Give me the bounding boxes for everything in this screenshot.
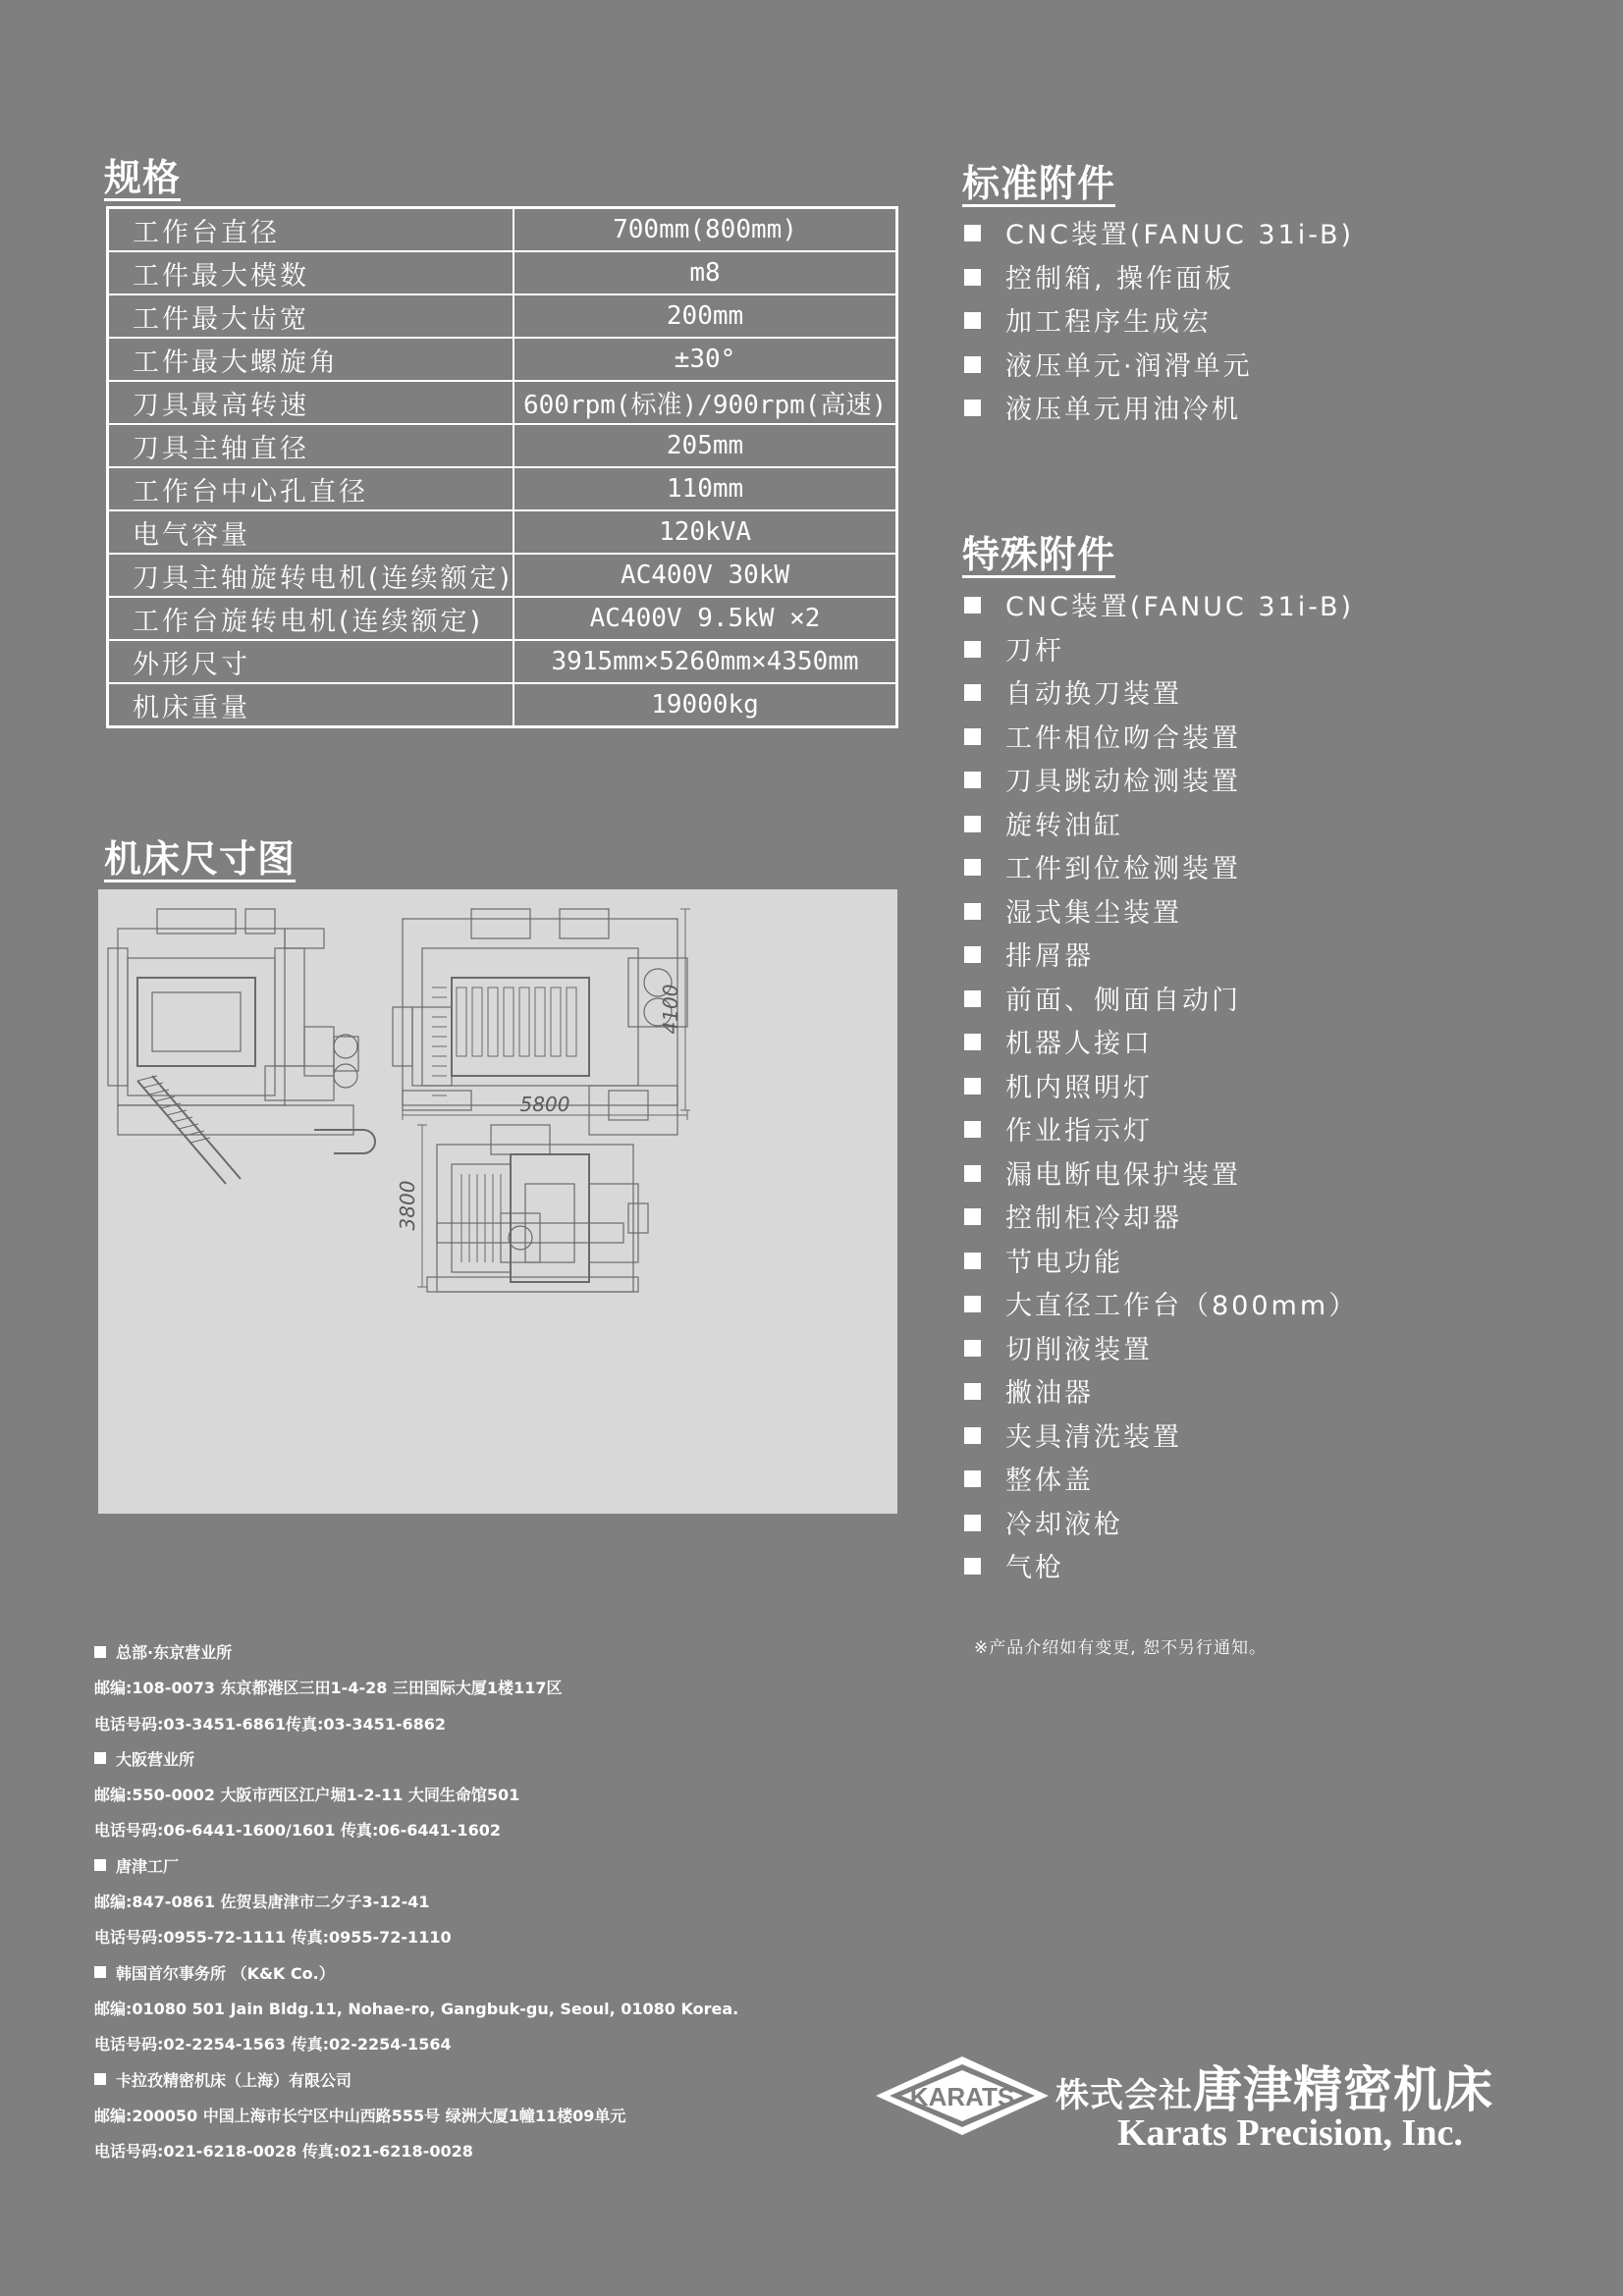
special-accessory-item <box>964 1198 1358 1242</box>
bullet-square-icon <box>964 225 981 241</box>
bullet-square-icon <box>964 356 981 373</box>
special-accessory-label: 大直径工作台（800mm） <box>1005 1291 1359 1321</box>
office-detail-line: 邮编:108-0073 东京都港区三田1-4-28 三田国际大厦1楼117区 <box>94 1679 563 1698</box>
bullet-square-icon <box>964 1296 981 1312</box>
special-accessories-list <box>964 586 1358 1591</box>
contact-info <box>94 1635 899 2169</box>
spec-row <box>108 208 897 252</box>
special-accessory-label: 切削液装置 <box>1005 1334 1153 1365</box>
spec-value: AC400V 30kW <box>514 554 896 597</box>
standard-accessory-item <box>964 301 1354 346</box>
bullet-square-icon <box>964 1383 981 1400</box>
special-accessory-item <box>964 673 1358 718</box>
drawing-svg <box>98 889 897 1514</box>
bullet-square-icon <box>964 1340 981 1357</box>
special-accessory-label: 工件相位吻合装置 <box>1005 722 1241 754</box>
spec-row <box>108 554 897 597</box>
special-accessory-item <box>964 761 1358 805</box>
spec-row <box>108 597 897 640</box>
spec-label: 工件最大模数 <box>108 251 514 294</box>
special-accessory-label: 整体盖 <box>1005 1466 1094 1496</box>
dimension-height-label: 3800 <box>396 1180 419 1231</box>
office-detail-line: 邮编:847-0861 佐贺县唐津市二夕子3-12-41 <box>94 1893 430 1912</box>
bullet-square-icon <box>964 772 981 788</box>
spec-label: 刀具主轴旋转电机(连续额定) <box>108 554 514 597</box>
standard-accessory-item <box>964 214 1354 258</box>
spec-value: 205mm <box>514 424 896 467</box>
standard-accessory-label: 加工程序生成宏 <box>1005 307 1212 338</box>
machine-dimension-drawing <box>98 889 897 1514</box>
special-accessory-label: 控制柜冷却器 <box>1005 1203 1182 1234</box>
special-accessory-item <box>964 1154 1358 1199</box>
standard-accessories-list <box>964 214 1354 433</box>
special-accessory-label: 排屑器 <box>1005 941 1094 972</box>
office-name: 大阪营业所 <box>116 1749 195 1769</box>
special-accessory-item <box>964 1504 1358 1548</box>
bullet-square-icon <box>964 1121 981 1138</box>
special-accessory-item <box>964 892 1358 936</box>
special-accessory-label: 机内照明灯 <box>1005 1072 1153 1103</box>
office-detail-line: 电话号码:06-6441-1600/1601 传真:06-6441-1602 <box>94 1821 501 1841</box>
spec-row <box>108 381 897 424</box>
dimension-depth-label: 4100 <box>659 984 682 1035</box>
special-accessory-item <box>964 980 1358 1024</box>
bullet-square-icon <box>94 2073 106 2085</box>
spec-value: 110mm <box>514 467 896 510</box>
office-detail-line: 电话号码:0955-72-1111 传真:0955-72-1110 <box>94 1928 452 1948</box>
spec-label: 工作台中心孔直径 <box>108 467 514 510</box>
bullet-square-icon <box>964 1427 981 1444</box>
spec-row <box>108 251 897 294</box>
office-detail-line: 邮编:550-0002 大阪市西区江户堀1-2-11 大同生命馆501 <box>94 1786 520 1805</box>
company-prefix: 株式会社 <box>1055 2076 1193 2115</box>
dimension-width-label: 5800 <box>519 1093 570 1116</box>
special-accessory-item <box>964 805 1358 849</box>
office-detail-line: 电话号码:02-2254-1563 传真:02-2254-1564 <box>94 2035 452 2055</box>
spec-value: 120kVA <box>514 510 896 554</box>
spec-row <box>108 510 897 554</box>
spec-row <box>108 424 897 467</box>
bullet-square-icon <box>964 400 981 416</box>
spec-table <box>106 206 898 728</box>
bullet-square-icon <box>964 1515 981 1531</box>
special-accessory-item <box>964 586 1358 630</box>
office-detail-line: 电话号码:021-6218-0028 传真:021-6218-0028 <box>94 2142 473 2162</box>
office-name: 卡拉孜精密机床（上海）有限公司 <box>116 2070 352 2090</box>
office-heading <box>94 1956 899 1992</box>
spec-label: 工件最大齿宽 <box>108 294 514 338</box>
spec-value: AC400V 9.5kW ×2 <box>514 597 896 640</box>
special-accessory-label: 自动换刀装置 <box>1005 679 1182 710</box>
special-accessory-item <box>964 718 1358 762</box>
bullet-square-icon <box>94 1859 106 1871</box>
bullet-square-icon <box>964 1253 981 1269</box>
special-accessory-label: CNC装置(FANUC 31i-B) <box>1005 592 1355 622</box>
standard-accessory-item <box>964 389 1354 433</box>
spec-value: 600rpm(标准)/900rpm(高速) <box>514 381 896 424</box>
karats-badge-logo <box>874 2055 1051 2137</box>
bullet-square-icon <box>964 990 981 1007</box>
spec-label: 工件最大螺旋角 <box>108 338 514 381</box>
bullet-square-icon <box>964 1558 981 1575</box>
bullet-square-icon <box>964 859 981 876</box>
spec-row <box>108 467 897 510</box>
company-name: 唐津精密机床 <box>1193 2061 1493 2118</box>
spec-label: 电气容量 <box>108 510 514 554</box>
standard-accessory-label: CNC装置(FANUC 31i-B) <box>1005 220 1355 250</box>
spec-label: 工作台直径 <box>108 208 514 252</box>
special-accessory-label: 夹具清洗装置 <box>1005 1421 1182 1453</box>
spec-title: 规格 <box>104 156 182 199</box>
special-accessory-item <box>964 630 1358 674</box>
special-accessory-item <box>964 1242 1358 1286</box>
bullet-square-icon <box>964 1165 981 1182</box>
spec-value: m8 <box>514 251 896 294</box>
spec-label: 工作台旋转电机(连续额定) <box>108 597 514 640</box>
badge-text: KARATS <box>909 2082 1015 2111</box>
special-accessory-item <box>964 848 1358 892</box>
office-heading <box>94 1742 899 1778</box>
bullet-square-icon <box>94 1966 106 1978</box>
bullet-square-icon <box>964 312 981 329</box>
special-accessory-label: 气枪 <box>1005 1553 1064 1583</box>
spec-row <box>108 294 897 338</box>
office-detail-line: 邮编:01080 501 Jain Bldg.11, Nohae-ro, Gangbuk-gu, Seoul, 01080 Korea. <box>94 1999 739 2018</box>
standard-accessory-item <box>964 346 1354 390</box>
special-accessories-title: 特殊附件 <box>962 533 1116 576</box>
office-name: 总部·东京营业所 <box>116 1643 233 1662</box>
spec-value: 700mm(800mm) <box>514 208 896 252</box>
standard-accessory-label: 液压单元用油冷机 <box>1005 395 1241 425</box>
office-detail-line: 电话号码:03-3451-6861传真:03-3451-6862 <box>94 1714 447 1734</box>
special-accessory-item <box>964 1416 1358 1461</box>
spec-value: 200mm <box>514 294 896 338</box>
special-accessory-item <box>964 1023 1358 1067</box>
bullet-square-icon <box>964 903 981 920</box>
standard-accessory-item <box>964 258 1354 302</box>
bullet-square-icon <box>964 728 981 745</box>
spec-label: 刀具最高转速 <box>108 381 514 424</box>
special-accessory-item <box>964 1372 1358 1416</box>
special-accessory-label: 刀具跳动检测装置 <box>1005 767 1241 797</box>
special-accessory-label: 工件到位检测装置 <box>1005 854 1241 884</box>
company-name-en: Karats Precision, Inc. <box>1117 2112 1463 2154</box>
spec-row <box>108 640 897 683</box>
special-accessory-label: 刀杆 <box>1005 635 1064 667</box>
change-notice: ※产品介绍如有变更, 恕不另行通知。 <box>974 1638 1268 1658</box>
office-detail-line: 邮编:200050 中国上海市长宁区中山西路555号 绿洲大厦1幢11楼09单元 <box>94 2106 626 2125</box>
spec-label: 外形尺寸 <box>108 640 514 683</box>
drawing-title: 机床尺寸图 <box>104 837 297 881</box>
bullet-square-icon <box>94 1752 106 1764</box>
office-name: 唐津工厂 <box>116 1856 180 1876</box>
special-accessory-label: 机器人接口 <box>1005 1029 1153 1059</box>
standard-accessory-label: 控制箱, 操作面板 <box>1005 263 1235 294</box>
bullet-square-icon <box>964 1034 981 1050</box>
spec-value: ±30° <box>514 338 896 381</box>
spec-row <box>108 338 897 381</box>
special-accessory-label: 作业指示灯 <box>1005 1116 1153 1147</box>
spec-label: 机床重量 <box>108 683 514 727</box>
standard-accessory-label: 液压单元·润滑单元 <box>1005 350 1253 382</box>
special-accessory-item <box>964 1547 1358 1591</box>
special-accessory-label: 湿式集尘装置 <box>1005 897 1182 929</box>
spec-value: 19000kg <box>514 683 896 727</box>
special-accessory-label: 节电功能 <box>1005 1247 1123 1278</box>
company-logo <box>874 2047 1551 2160</box>
bullet-square-icon <box>964 269 981 286</box>
bullet-square-icon <box>964 684 981 701</box>
special-accessory-label: 前面、侧面自动门 <box>1005 985 1241 1016</box>
special-accessory-item <box>964 1329 1358 1373</box>
bullet-square-icon <box>964 1470 981 1487</box>
special-accessory-label: 旋转油缸 <box>1005 810 1123 841</box>
office-name: 韩国首尔事务所 （K&K Co.） <box>116 1963 335 1983</box>
bullet-square-icon <box>964 1208 981 1225</box>
special-accessory-item <box>964 1285 1358 1329</box>
office-heading <box>94 2063 899 2099</box>
bullet-square-icon <box>964 816 981 832</box>
bullet-square-icon <box>964 946 981 963</box>
office-heading <box>94 1635 899 1671</box>
special-accessory-label: 撇油器 <box>1005 1378 1094 1409</box>
office-heading <box>94 1849 899 1885</box>
special-accessory-item <box>964 1067 1358 1111</box>
bullet-square-icon <box>94 1646 106 1658</box>
special-accessory-label: 漏电断电保护装置 <box>1005 1159 1241 1191</box>
spec-row <box>108 683 897 727</box>
spec-label: 刀具主轴直径 <box>108 424 514 467</box>
special-accessory-item <box>964 1460 1358 1504</box>
special-accessory-label: 冷却液枪 <box>1005 1509 1123 1540</box>
bullet-square-icon <box>964 1078 981 1095</box>
bullet-square-icon <box>964 641 981 658</box>
special-accessory-item <box>964 1110 1358 1154</box>
special-accessory-item <box>964 935 1358 980</box>
spec-value: 3915mm×5260mm×4350mm <box>514 640 896 683</box>
standard-accessories-title: 标准附件 <box>962 162 1116 205</box>
bullet-square-icon <box>964 597 981 614</box>
